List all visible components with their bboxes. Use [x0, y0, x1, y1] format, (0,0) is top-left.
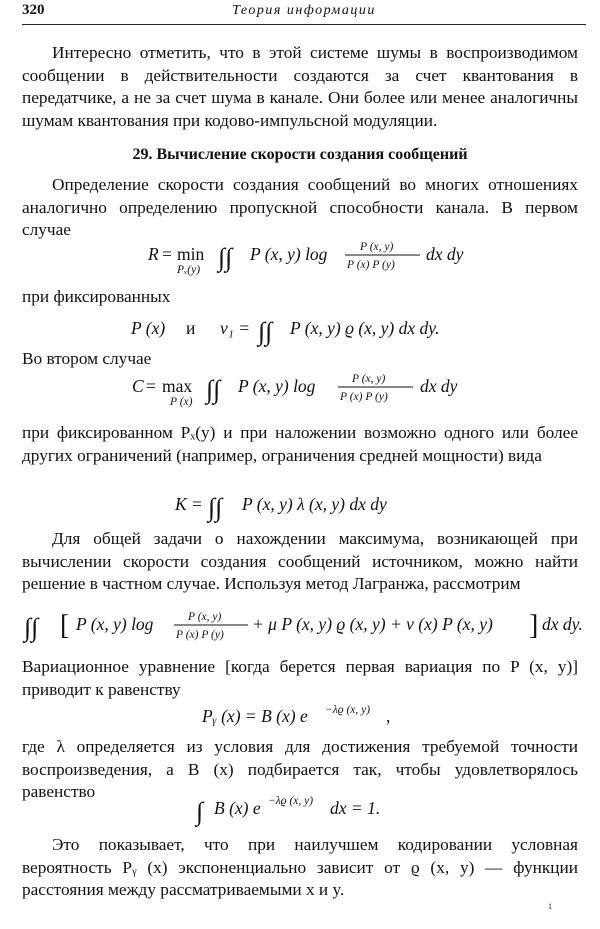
- svg-text:]: ]: [529, 610, 539, 641]
- paragraph-variational: Вариационное уравнение [когда берется первая вариация по P (x, y)] приводит к равенству: [22, 657, 578, 699]
- equation-capacity-max: [128, 368, 468, 414]
- section-heading: 29. Вычисление скорости создания сообщений: [132, 146, 468, 163]
- equation-optimal-density: [200, 700, 410, 732]
- svg-text:=: =: [192, 494, 202, 514]
- double-integral-icon: ∫∫: [258, 317, 273, 346]
- equation-rate-min: [140, 236, 480, 282]
- eq3-lhs: C: [132, 376, 144, 396]
- eq1-sub: Pₓ(y): [177, 264, 201, 276]
- equation-normalization: [196, 790, 416, 830]
- eq1-tail: dx dy: [426, 244, 464, 264]
- svg-text:=: =: [146, 376, 156, 396]
- running-header: [22, 0, 586, 25]
- eq5-numerator: P (x, y): [188, 611, 222, 623]
- eq7-end: dx = 1.: [330, 798, 381, 818]
- eq1-min: min: [177, 244, 205, 264]
- eq5-tail: dx dy.: [542, 614, 583, 634]
- svg-text:=: =: [162, 244, 172, 264]
- eq3-numerator: P (x, y): [352, 373, 386, 385]
- equation-v1: [128, 312, 488, 348]
- double-integral-icon: ∫∫: [206, 375, 221, 404]
- paragraph-conclusion: Это показывает, что при наилучшем кодировании условная вероятность Pᵧ (x) экспоненциально зависит от ϱ (x, y) — функции расстояния между рассматриваемыми x и y.: [22, 835, 578, 900]
- eq5-b: + μ P (x, y) ϱ (x, y) + ν (x) P (x, y): [252, 614, 493, 634]
- paragraph-quantization-noise: Интересно отметить, что в этой системе шумы в воспроизводимом сообщении в действительности создаются за счет квантования в передатчике, а не за счет шума в канале. Они более или менее аналогичны шумам квантования при кодово-импульсной модуляции.: [22, 43, 578, 130]
- double-integral-icon: ∫∫: [24, 613, 39, 642]
- eq3-integrand: P (x, y) log: [238, 376, 316, 396]
- eq5-denominator: P (x) P (y): [176, 629, 224, 641]
- eq3-tail: dx dy: [420, 376, 458, 396]
- eq3-sub: P (x): [170, 396, 193, 408]
- eq7-exponent: −λϱ (x, y): [268, 795, 314, 807]
- eq1-lhs: R: [148, 244, 159, 264]
- equation-constraint-k: [172, 488, 442, 524]
- paragraph-rate-definition: Определение скорости создания сообщений во многих отношениях аналогично определению пропускной способности канала. В первом случае: [22, 175, 578, 240]
- page-number: 320: [22, 2, 45, 18]
- eq6-exponent: −λϱ (x, y): [325, 704, 371, 716]
- running-title: Теория информации: [232, 3, 376, 18]
- eq3-denominator: P (x) P (y): [340, 391, 388, 403]
- integral-icon: ∫: [196, 797, 204, 826]
- margin-mark: 1: [548, 902, 552, 911]
- paragraph-fixed: при фиксированных: [22, 287, 171, 306]
- eq7-body: B (x) e: [214, 798, 261, 818]
- eq1-denominator: P (x) P (y): [347, 259, 395, 271]
- eq2-conj: и: [186, 318, 196, 338]
- equation-lagrange: [24, 606, 583, 654]
- eq2-integrand: P (x, y) ϱ (x, y) dx dy.: [290, 318, 440, 338]
- paragraph-second-case: Во втором случае: [22, 349, 152, 368]
- eq4-integrand: P (x, y) λ (x, y) dx dy: [242, 494, 387, 514]
- eq6-lhs: Pᵧ (x) = B (x) e: [202, 706, 308, 726]
- svg-text:[: [: [60, 610, 70, 641]
- eq2-v: v₁ =: [220, 318, 251, 338]
- paragraph-lagrange: Для общей задачи о нахождении максимума, возникающей при вычислении скорости создания сообщений источником, можно найти решение в частном случае. Используя метод Лагранжа, рассмотрим: [22, 529, 578, 594]
- eq3-max: max: [162, 376, 193, 396]
- eq4-lhs: K: [175, 494, 187, 514]
- paragraph-constraints: при фиксированном Pₓ(y) и при наложении возможно одного или более других ограничений (например, ограничения средней мощности) вида: [22, 423, 578, 465]
- double-integral-icon: ∫∫: [218, 243, 233, 272]
- eq2-lhs: P (x): [131, 318, 166, 338]
- eq1-numerator: P (x, y): [360, 241, 394, 253]
- eq1-integrand: P (x, y) log: [250, 244, 328, 264]
- svg-text:,: ,: [386, 706, 391, 726]
- double-integral-icon: ∫∫: [208, 493, 223, 522]
- eq5-a: P (x, y) log: [76, 614, 154, 634]
- paragraph-lambda: где λ определяется из условия для достижения требуемой точности воспроизведения, а B (x) подбирается так, чтобы удовлетворялось равенство: [22, 737, 578, 802]
